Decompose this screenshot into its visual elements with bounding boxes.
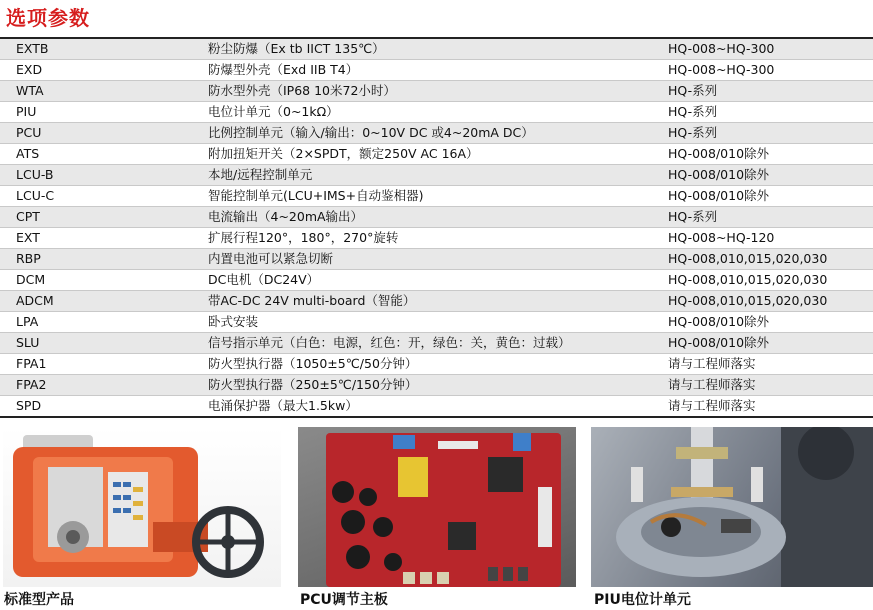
applicable-model: 请与工程师落实 xyxy=(668,354,873,375)
option-description: 内置电池可以紧急切断 xyxy=(208,249,668,270)
option-code: LPA xyxy=(0,312,208,333)
option-description: 电流输出（4~20mA输出） xyxy=(208,207,668,228)
table-row xyxy=(0,396,873,418)
option-description: 比例控制单元（输入/输出：0~10V DC 或4~20mA DC） xyxy=(208,123,668,144)
table-row xyxy=(0,228,873,249)
caption-piu-unit: PIU电位计单元 xyxy=(594,592,691,608)
table-row xyxy=(0,249,873,270)
option-code: PCU xyxy=(0,123,208,144)
applicable-model: HQ-系列 xyxy=(668,207,873,228)
applicable-model: HQ-008/010除外 xyxy=(668,144,873,165)
option-code: FPA1 xyxy=(0,354,208,375)
table-row xyxy=(0,312,873,333)
applicable-model: HQ-008/010除外 xyxy=(668,186,873,207)
applicable-model: HQ-008~HQ-120 xyxy=(668,228,873,249)
option-code: DCM xyxy=(0,270,208,291)
table-row xyxy=(0,207,873,228)
table-row xyxy=(0,144,873,165)
applicable-model: HQ-008,010,015,020,030 xyxy=(668,270,873,291)
applicable-model: HQ-008/010除外 xyxy=(668,333,873,354)
option-description: 信号指示单元（白色：电源，红色：开，绿色：关，黄色：过载） xyxy=(208,333,668,354)
option-code: SLU xyxy=(0,333,208,354)
option-description: 带AC-DC 24V multi-board（智能） xyxy=(208,291,668,312)
potentiometer-unit-photo xyxy=(591,427,873,587)
option-description: 电位计单元（0~1kΩ） xyxy=(208,102,668,123)
option-description: 扩展行程120°，180°，270°旋转 xyxy=(208,228,668,249)
table-row xyxy=(0,186,873,207)
actuator-cutaway-photo xyxy=(3,427,281,587)
table-row xyxy=(0,38,873,60)
option-code: ADCM xyxy=(0,291,208,312)
option-description: 防水型外壳（IP68 10米72小时） xyxy=(208,81,668,102)
option-code: ATS xyxy=(0,144,208,165)
option-description: 防火型执行器（1050±5℃/50分钟） xyxy=(208,354,668,375)
caption-pcu-board: PCU调节主板 xyxy=(300,592,388,608)
applicable-model: HQ-008,010,015,020,030 xyxy=(668,291,873,312)
applicable-model: HQ-008/010除外 xyxy=(668,312,873,333)
option-code: EXT xyxy=(0,228,208,249)
option-description: 智能控制单元(LCU+IMS+自动鉴相器) xyxy=(208,186,668,207)
option-code: CPT xyxy=(0,207,208,228)
option-code: RBP xyxy=(0,249,208,270)
table-row xyxy=(0,270,873,291)
table-row xyxy=(0,333,873,354)
applicable-model: HQ-008~HQ-300 xyxy=(668,60,873,81)
option-description: DC电机（DC24V） xyxy=(208,270,668,291)
option-description: 防火型执行器（250±5℃/150分钟） xyxy=(208,375,668,396)
option-code: SPD xyxy=(0,396,208,418)
applicable-model: 请与工程师落实 xyxy=(668,375,873,396)
page-title: 选项参数 xyxy=(6,6,90,30)
option-code: PIU xyxy=(0,102,208,123)
option-code: FPA2 xyxy=(0,375,208,396)
table-row xyxy=(0,375,873,396)
applicable-model: HQ-008/010除外 xyxy=(668,165,873,186)
option-code: WTA xyxy=(0,81,208,102)
table-row xyxy=(0,60,873,81)
table-row xyxy=(0,81,873,102)
option-description: 电涌保护器（最大1.5kw） xyxy=(208,396,668,418)
option-code: LCU-B xyxy=(0,165,208,186)
table-row xyxy=(0,123,873,144)
applicable-model: HQ-008,010,015,020,030 xyxy=(668,249,873,270)
applicable-model: HQ-系列 xyxy=(668,102,873,123)
option-description: 防爆型外壳（Exd IIB T4） xyxy=(208,60,668,81)
applicable-model: HQ-008~HQ-300 xyxy=(668,38,873,60)
applicable-model: HQ-系列 xyxy=(668,81,873,102)
option-description: 本地/远程控制单元 xyxy=(208,165,668,186)
table-row xyxy=(0,165,873,186)
table-row xyxy=(0,102,873,123)
option-code: LCU-C xyxy=(0,186,208,207)
table-row xyxy=(0,354,873,375)
options-table xyxy=(0,37,873,418)
pcu-circuit-board-photo xyxy=(298,427,576,587)
table-row xyxy=(0,291,873,312)
option-description: 粉尘防爆（Ex tb IICT 135℃） xyxy=(208,38,668,60)
applicable-model: HQ-系列 xyxy=(668,123,873,144)
caption-standard-product: 标准型产品 xyxy=(4,592,74,608)
applicable-model: 请与工程师落实 xyxy=(668,396,873,418)
option-code: EXTB xyxy=(0,38,208,60)
option-code: EXD xyxy=(0,60,208,81)
option-description: 卧式安装 xyxy=(208,312,668,333)
option-description: 附加扭矩开关（2×SPDT，额定250V AC 16A） xyxy=(208,144,668,165)
